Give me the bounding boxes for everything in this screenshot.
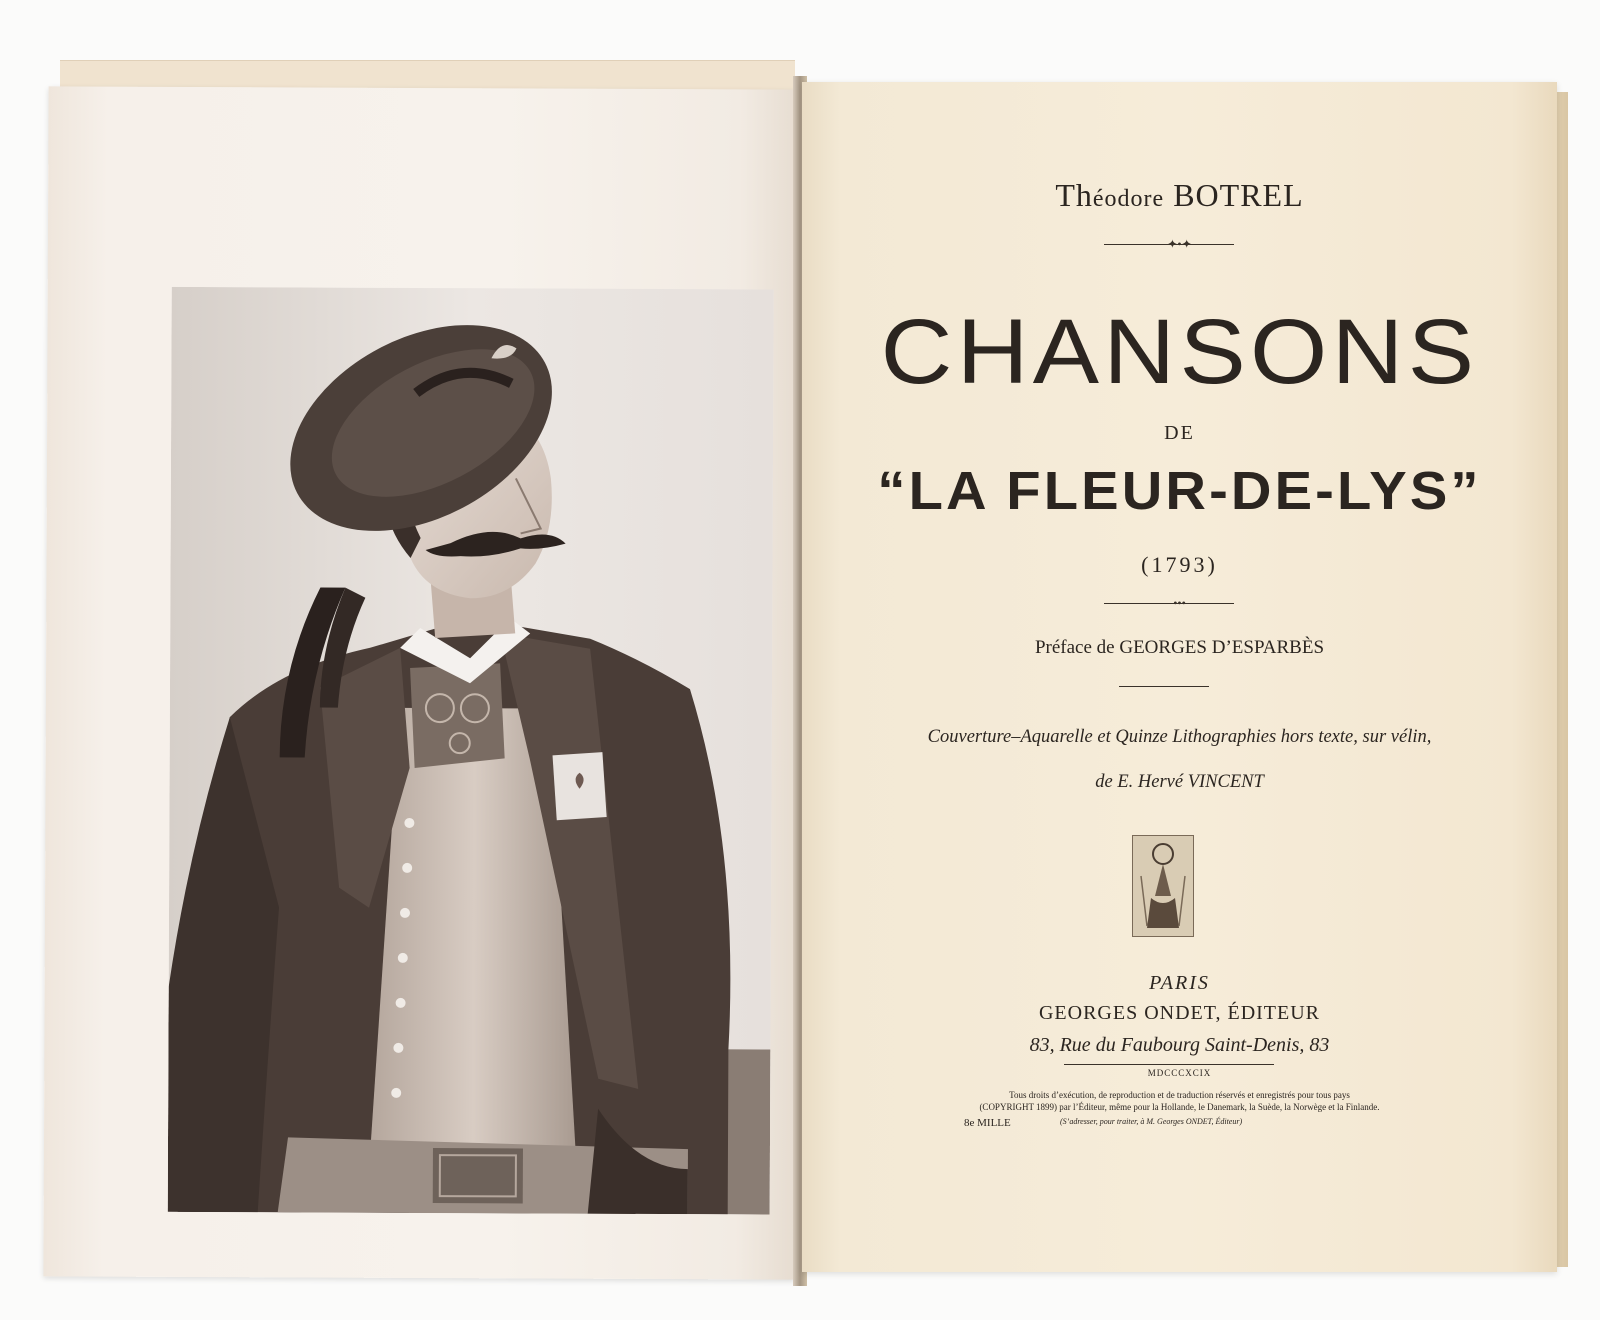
preface-credit: Préface de GEORGES D’ESPARBÈS	[1034, 637, 1325, 658]
ornament-1: ✦•✦	[1167, 237, 1192, 251]
title-page	[802, 82, 1557, 1272]
publication-year-roman: MDCCCXCIX	[1147, 1068, 1212, 1078]
book-year: (1793)	[1141, 552, 1218, 577]
title-connector: DE	[1164, 422, 1195, 444]
publication-city: PARIS	[1149, 972, 1210, 994]
portrait-photograph	[168, 287, 774, 1215]
left-page	[43, 86, 800, 1279]
portrait-photograph-icon	[168, 287, 774, 1215]
publisher-vignette-icon	[1132, 835, 1194, 937]
author-initial: Th	[1055, 177, 1093, 213]
illustrator-credit: de E. Hervé VINCENT	[1095, 772, 1264, 792]
author-name	[802, 177, 1557, 214]
author-smallcaps: éodore	[1092, 186, 1165, 212]
copyright-line-2: (COPYRIGHT 1899) par l’Éditeur, même pour la Hollande, le Danemark, la Suède, la Norwège et la Finlande.	[979, 1102, 1380, 1112]
contact-note: (S’adresser, pour traiter, à M. Georges ONDET, Éditeur)	[1060, 1117, 1243, 1126]
ornament-2: •••	[1173, 596, 1186, 610]
ornamental-rule-4	[1064, 1064, 1274, 1065]
book-subtitle: “LA FLEUR-DE-LYS”	[877, 461, 1482, 521]
ornamental-rule-3	[1119, 686, 1209, 687]
edition-label: 8e MILLE	[964, 1117, 1011, 1129]
copyright-line-1: Tous droits d’exécution, de reproduction et de traduction réservés et enregistrés pour tous pays	[1009, 1090, 1350, 1100]
copyright-notice	[802, 1089, 1557, 1113]
publisher-name: GEORGES ONDET, ÉDITEUR	[1038, 1002, 1321, 1024]
author-surname: BOTREL	[1173, 177, 1304, 213]
book-title: CHANSONS	[880, 301, 1479, 403]
publisher-address: 83, Rue du Faubourg Saint-Denis, 83	[1029, 1034, 1330, 1056]
illustration-credit: Couverture–Aquarelle et Quinze Lithographies hors texte, sur vélin,	[927, 727, 1432, 747]
